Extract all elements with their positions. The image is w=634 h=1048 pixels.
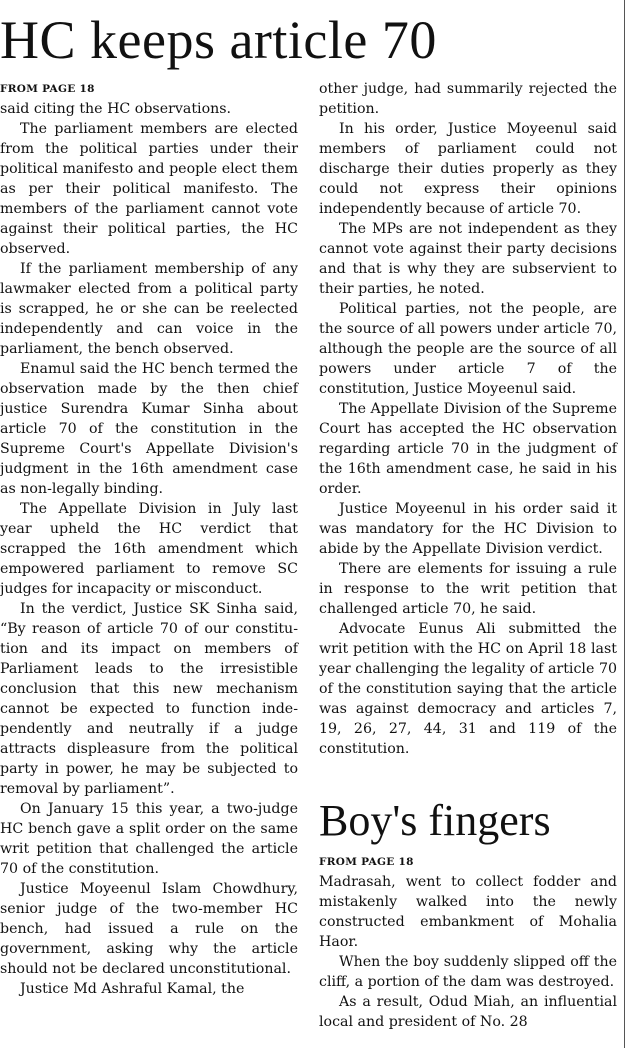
story-paragraph: Justice Md Ashraful Kamal, the [20,981,245,997]
story-paragraph: As a result, Odud Miah, an influential local and president of No. 28 [319,994,617,1030]
story-paragraph: Justice Moyeenul Islam Chowdhury, senior judge of the two-member HC bench, had issued a rule on the government, asking why the article should not be declared unconstitutional. [0,881,298,977]
story-right-column [319,79,617,759]
story-paragraph: In the verdict, Justice SK Sinha said, “By reason of article 70 of our constitution and its impact on members of Parliament leads to the irresistible conclusion that this new mechanism cannot be expected to function independently and neutrally if a judge attracts displeasure from the political party in power, he may be subjected to removal by parliament”. [0,601,298,797]
story-paragraph: Enamul said the HC bench termed the observation made by the then chief justice Surendra Kumar Sinha about article 70 of the constitution in the Supreme Court's Appellate Division's judgment in the 16th amendment case as non-legally binding. [0,361,298,497]
story-paragraph: Justice Moyeenul in his order said it was mandatory for the HC Division to abide by the Appellate Division verdict. [319,501,617,557]
second-story-column [319,852,617,1032]
story-paragraph: said citing the HC observations. [0,101,232,117]
story-paragraph: Madrasah, went to collect fodder and mistakenly walked into the newly constructed embankment of Mohalia Haor. [319,874,617,950]
page-headline: HC keeps article 70 [0,10,437,70]
story-paragraph: In his order, Justice Moyeenul said members of parliament could not discharge their duties properly as they could not express their opinions independently because of article 70. [319,121,617,217]
story-paragraph: The Appellate Division of the Supreme Court has accepted the HC observation regarding article 70 in the judgment of the 16th amendment case, he said in his order. [319,401,617,497]
story-paragraph: There are elements for issuing a rule in response to the writ petition that challenged article 70, he said. [319,561,617,617]
story-paragraph: other judge, had summarily rejected the petition. [319,81,617,117]
story-paragraph: On January 15 this year, a two-judge HC bench gave a split order on the same writ petition that challenged the article 70 of the constitution. [0,801,298,877]
story-paragraph: Advocate Eunus Ali submitted the writ petition with the HC on April 18 last year challenging the legality of article 70 of the constitution saying that the article was against democracy and articles 7, 19, 26, 27, 44, 31 and 119 of the constitution. [319,621,617,757]
second-story-headline: Boy's fingers [319,796,551,845]
story-left-column [0,79,298,999]
story-paragraph: The MPs are not independent as they cannot vote against their party decisions and that is why they are subservient to their parties, he noted. [319,221,617,297]
story-paragraph: The Appellate Division in July last year upheld the HC verdict that scrapped the 16th amendment which empowered parliament to remove SC judges for incapacity or misconduct. [0,501,298,597]
story-paragraph: Political parties, not the people, are the source of all powers under article 70, although the people are the source of all powers under article 7 of the constitution, Justice Moyeenul said. [319,301,617,397]
story-paragraph: The parliament members are elected from the political parties under their political manifesto and people elect them as per their political manifesto. The members of the parliament cannot vote against their political parties, the HC observed. [0,121,298,257]
story-kicker: FROM PAGE 18 [0,83,95,95]
second-story-kicker: FROM PAGE 18 [319,856,414,868]
column-divider [624,0,625,1048]
story-paragraph: If the parliament membership of any lawmaker elected from a political party is scrapped, he or she can be reelected independently and can voice in the parliament, the bench observed. [0,261,298,357]
story-paragraph: When the boy suddenly slipped off the cliff, a portion of the dam was destroyed. [319,954,617,990]
